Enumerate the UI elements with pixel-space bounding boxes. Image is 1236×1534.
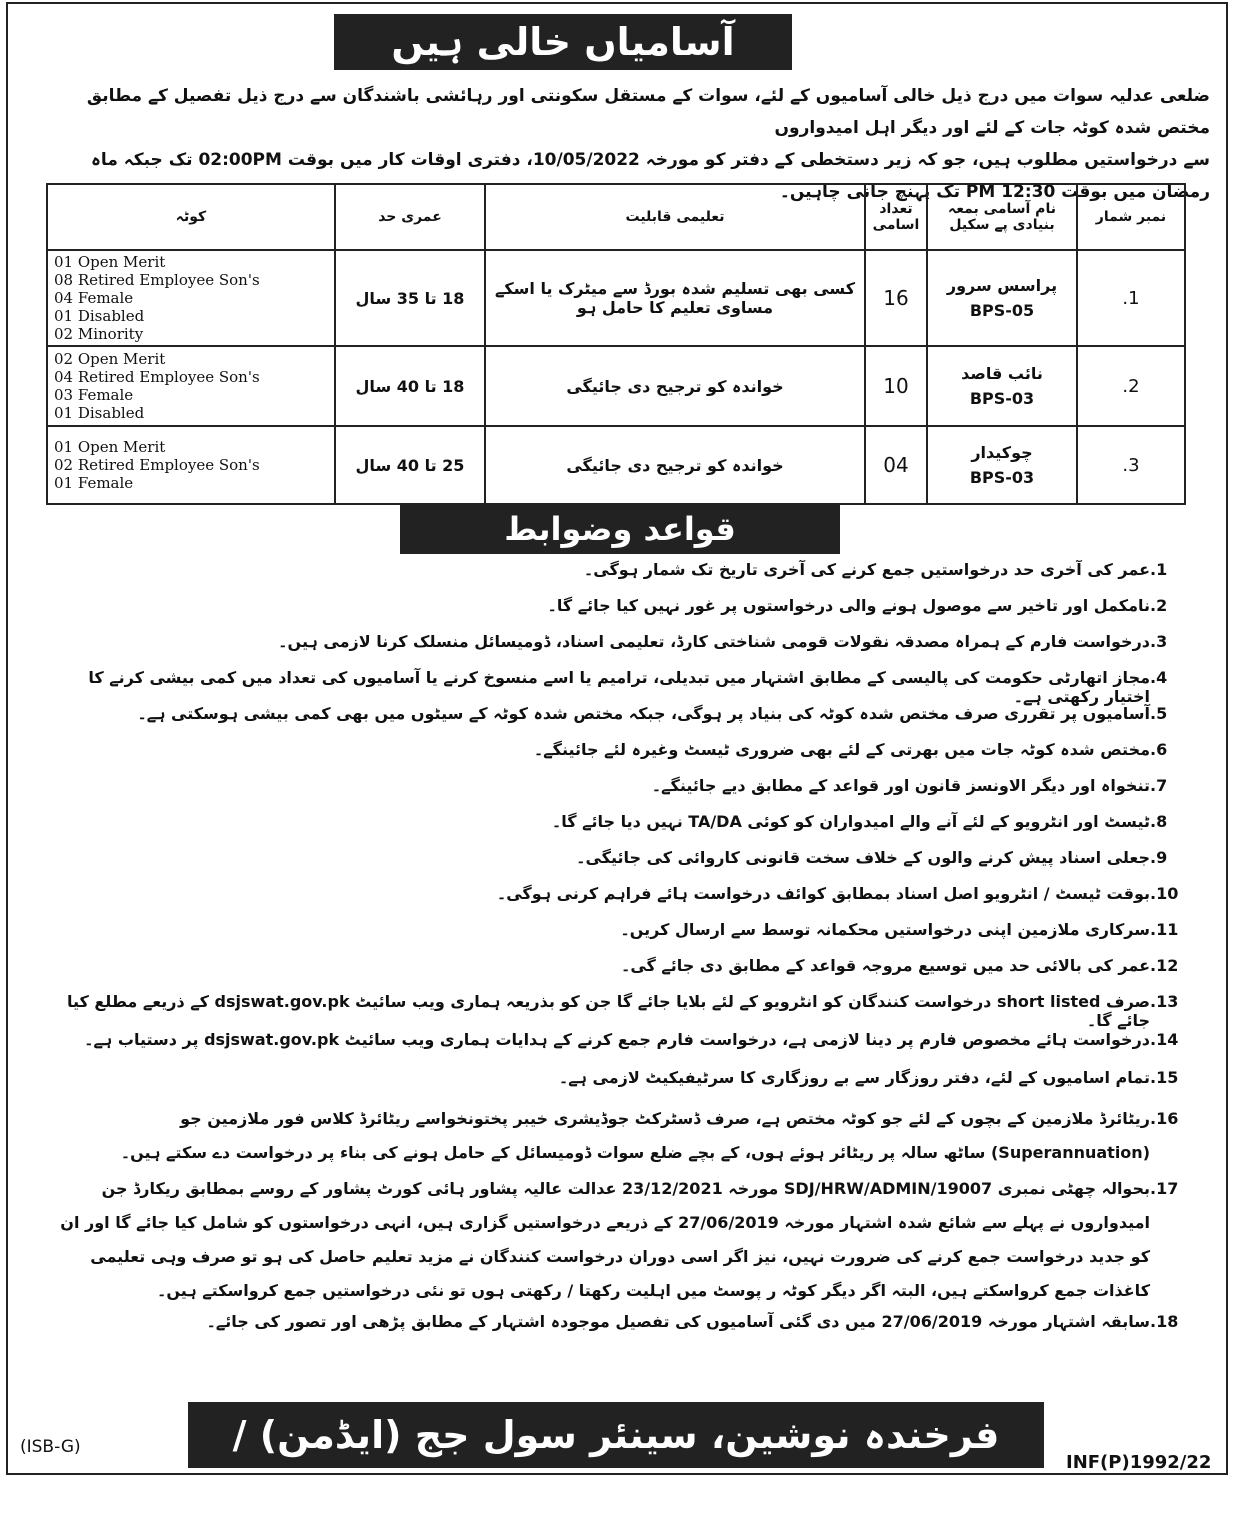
rule-text: سابقہ اشتہار مورخہ 27/06/2019 میں دی گئی آسامیوں کی تفصیل موجودہ اشتہار کے مطابق پڑھی اور تصور کی جائے۔ (206, 1312, 1150, 1331)
rule-number: .10 (1150, 884, 1179, 903)
rule-text: عمر کی بالائی حد میں توسیع مروجہ قواعد کے مطابق دی جائے گی۔ (620, 956, 1150, 975)
rule-item (44, 560, 1194, 596)
qualification-cell: خواندہ کو ترجیح دی جائیگی (485, 346, 865, 426)
count-cell: 10 (865, 346, 927, 426)
rule-number: .5 (1150, 704, 1168, 723)
sno-cell: .2 (1077, 346, 1185, 426)
quota-line: 01 Open Merit (54, 253, 166, 271)
rule-item (44, 668, 1194, 704)
rules-list (44, 560, 1194, 1346)
post-bps: BPS-03 (969, 389, 1035, 408)
rule-number: .4 (1150, 668, 1168, 687)
age-cell: 18 تا 40 سال (335, 346, 485, 426)
rule-number: .18 (1150, 1312, 1179, 1331)
rule-text: آسامیوں پر تقرری صرف مختص شدہ کوٹہ کی بنیاد پر ہوگی، جبکہ مختص شدہ کوٹہ کے سیٹوں میں بھی کمی بیشی ہوسکتی ہے۔ (137, 704, 1150, 723)
table-row (47, 346, 1185, 426)
rule-item (44, 1068, 1194, 1102)
header-qualification: تعلیمی قابلیت (485, 184, 865, 250)
code-left: (ISB-G) (20, 1437, 81, 1457)
rules-title: قواعد وضوابط (400, 504, 840, 554)
quota-line: 04 Retired Employee Son's (54, 368, 260, 386)
quota-cell (47, 250, 335, 346)
age-cell: 25 تا 40 سال (335, 426, 485, 504)
rule-item (44, 1312, 1194, 1346)
rule-text: بحوالہ چھٹی نمبری 19007/SDJ/HRW/ADMIN مورخہ 23/12/2021 عدالت عالیہ پشاور ہائی کورٹ پشاور کے روسے بمطابق ریکارڈ جن امیدواروں نے پہلے سے شائع شدہ اشتہار مورخہ 27/06/2019 کے ذریعے درخواستیں گزاری ہیں، انہی درخواستوں کو شامل کیا جائے گا اور ان کو جدید درخواست جمع کرنے کی ضرورت نہیں، نیز اگر اسی دوران درخواست کنندگان نے مزید تعلیم حاصل کی ہو تو صرف وہی تعلیمی کاغذات جمع کرواسکتے ہیں، البتہ اگر دیگر کوٹہ ر پوسٹ میں اہلیت رکھتا / رکھتی ہوں تو نئی درخواستیں جمع کرواسکتے ہیں۔ (60, 1179, 1150, 1300)
rule-text: تنخواہ اور دیگر الاونسز قانون اور قواعد کے مطابق دیے جائینگے۔ (651, 776, 1150, 795)
post-name: نائب قاصد (961, 364, 1043, 383)
page-title: آسامیاں خالی ہیں (334, 14, 792, 70)
post-cell (927, 346, 1077, 426)
quota-line: 02 Retired Employee Son's (54, 456, 260, 474)
rule-number: .14 (1150, 1030, 1179, 1049)
post-cell (927, 250, 1077, 346)
rule-text: درخواست فارم کے ہمراہ مصدقہ نقولات قومی شناختی کارڈ، تعلیمی اسناد، ڈومیسائل منسلک کرنا لازمی ہیں۔ (278, 632, 1150, 651)
quota-line: 01 Open Merit (54, 438, 166, 456)
qualification-cell: خواندہ کو ترجیح دی جائیگی (485, 426, 865, 504)
rule-number: .2 (1150, 596, 1168, 615)
quota-cell (47, 346, 335, 426)
age-cell: 18 تا 35 سال (335, 250, 485, 346)
rule-item (44, 1102, 1194, 1172)
post-bps: BPS-05 (969, 301, 1035, 320)
rule-number: .1 (1150, 560, 1168, 579)
count-cell: 16 (865, 250, 927, 346)
quota-line: 01 Disabled (54, 404, 145, 422)
quota-cell (47, 426, 335, 504)
header-count: تعداد اسامی (865, 184, 927, 250)
rule-text: درخواست ہائے مخصوص فارم پر دینا لازمی ہے، درخواست فارم جمع کرنے کے ہدایات ہماری ویب سائیٹ dsjswat.gov.pk پر دستیاب ہے۔ (84, 1030, 1150, 1049)
quota-line: 02 Minority (54, 325, 144, 343)
rule-text: مجاز اتھارٹی حکومت کی پالیسی کے مطابق اشتہار میں تبدیلی، ترامیم یا اسے منسوخ کرنے یا آسامیوں کی تعداد میں کمی بیشی کرنے کا اختیار رکھتی ہے۔ (88, 668, 1150, 706)
quota-line: 04 Female (54, 289, 134, 307)
quota-line: 01 Disabled (54, 307, 145, 325)
rule-item (44, 596, 1194, 632)
rule-item (44, 848, 1194, 884)
sno-cell: .1 (1077, 250, 1185, 346)
count-cell: 04 (865, 426, 927, 504)
post-bps: BPS-03 (969, 468, 1035, 487)
qualification-cell: کسی بھی تسلیم شدہ بورڈ سے میٹرک یا اسکے مساوی تعلیم کا حامل ہو (485, 250, 865, 346)
rule-number: .8 (1150, 812, 1168, 831)
rule-text: بوقت ٹیسٹ / انٹرویو اصل اسناد بمطابق کوائف درخواست ہائے فراہم کرنی ہوگی۔ (496, 884, 1150, 903)
rule-item (44, 704, 1194, 740)
rule-number: .12 (1150, 956, 1179, 975)
rule-number: .13 (1150, 992, 1179, 1011)
signature-block: فرخندہ نوشین، سینئر سول جج (ایڈمن) / اعلیٰ علاقہ قاضی سوات (188, 1402, 1044, 1468)
header-age: عمری حد (335, 184, 485, 250)
rule-number: .3 (1150, 632, 1168, 651)
intro-line-2: سے درخواستیں مطلوب ہیں، جو کہ زیر دستخطی کے دفتر کو مورخہ 10/05/2022، دفتری اوقات کار میں بوقت 02:00PM تک جبکہ ماہ رمضان میں بوقت 12:30 PM تک پہنچ جانی چاہیں۔ (90, 150, 1210, 202)
header-post: نام آسامی بمعہ بنیادی پے سکیل (927, 184, 1077, 250)
rule-item (44, 884, 1194, 920)
rule-item (44, 1172, 1194, 1312)
table-row (47, 426, 1185, 504)
rule-item (44, 776, 1194, 812)
intro-line-1: ضلعی عدلیہ سوات میں درج ذیل خالی آسامیوں کے لئے، سوات کے مستقل سکونتی اور رہائشی باشندگان سے درج ذیل تفصیل کے مطابق مختص شدہ کوٹہ جات کے لئے اور دیگر اہل امیدواروں (86, 86, 1210, 138)
rule-text: سرکاری ملازمین اپنی درخواستیں محکمانہ توسط سے ارسال کریں۔ (620, 920, 1150, 939)
rule-text: تمام اسامیوں کے لئے، دفتر روزگار سے بے روزگاری کا سرٹیفیکیٹ لازمی ہے۔ (558, 1068, 1150, 1087)
rule-number: .7 (1150, 776, 1168, 795)
table-header-row (47, 184, 1185, 250)
quota-line: 02 Open Merit (54, 350, 166, 368)
rule-text: عمر کی آخری حد درخواستیں جمع کرنے کی آخری تاریخ تک شمار ہوگی۔ (583, 560, 1150, 579)
rule-text: ریٹائرڈ ملازمین کے بچوں کے لئے جو کوٹہ مختص ہے، صرف ڈسٹرکٹ جوڈیشری خیبر پختونخواسے ریٹائرڈ کلاس فور ملازمین جو (Superannuation) ساٹھ سالہ پر ریٹائر ہوئے ہوں، کے بچے ضلع سوات ڈومیسائل کے حامل ہونے کی بناء پر درخواست دے سکتے ہیں۔ (120, 1109, 1150, 1162)
post-name: چوکیدار (971, 443, 1033, 462)
rule-item (44, 956, 1194, 992)
rule-number: .11 (1150, 920, 1179, 939)
rule-number: .6 (1150, 740, 1168, 759)
quota-line: 01 Female (54, 474, 134, 492)
vacancies-table (46, 183, 1186, 505)
rule-number: .15 (1150, 1068, 1179, 1087)
rule-item (44, 920, 1194, 956)
rule-item (44, 632, 1194, 668)
rule-text: جعلی اسناد پیش کرنے والوں کے خلاف سخت قانونی کاروائی کی جائیگی۔ (576, 848, 1150, 867)
rule-number: .9 (1150, 848, 1168, 867)
rule-item (44, 992, 1194, 1030)
rule-text: مختص شدہ کوٹہ جات میں بھرتی کے لئے بھی ضروری ٹیسٹ وغیرہ لئے جائینگے۔ (533, 740, 1150, 759)
post-cell (927, 426, 1077, 504)
rule-text: نامکمل اور تاخیر سے موصول ہونے والی درخواستوں پر غور نہیں کیا جائے گا۔ (547, 596, 1150, 615)
rule-text: ٹیسٹ اور انٹرویو کے لئے آنے والے امیدواران کو کوئی TA/DA نہیں دیا جائے گا۔ (551, 812, 1150, 831)
quota-line: 03 Female (54, 386, 134, 404)
rule-text: صرف short listed درخواست کنندگان کو انٹرویو کے لئے بلایا جائے گا جن کو بذریعہ ہماری ویب سائیٹ dsjswat.gov.pk کے ذریعے مطلع کیا جائے گا۔ (66, 992, 1150, 1030)
quota-line: 08 Retired Employee Son's (54, 271, 260, 289)
rule-number: .17 (1150, 1179, 1179, 1198)
sno-cell: .3 (1077, 426, 1185, 504)
post-name: پراسس سرور (946, 276, 1058, 295)
rule-number: .16 (1150, 1109, 1179, 1128)
rule-item (44, 740, 1194, 776)
rule-item (44, 812, 1194, 848)
header-quota: کوٹہ (47, 184, 335, 250)
code-right: INF(P)1992/22 (1066, 1452, 1212, 1473)
rule-item (44, 1030, 1194, 1068)
header-sno: نمبر شمار (1077, 184, 1185, 250)
table-row (47, 250, 1185, 346)
